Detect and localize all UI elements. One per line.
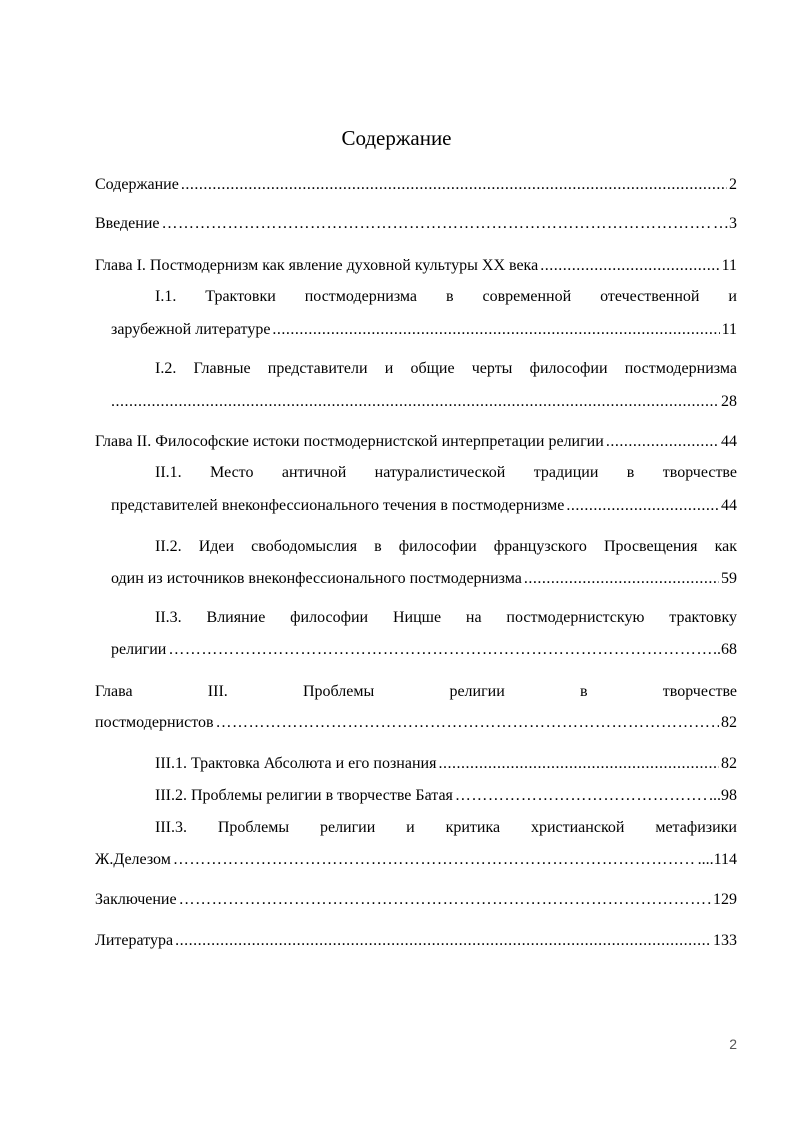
- toc-dot-leader: [606, 432, 719, 452]
- toc-entry-section-1-2-line1[interactable]: I.2. Главные представители и общие черты философии постмодернизма: [155, 360, 737, 377]
- toc-page-number: 11: [721, 321, 737, 338]
- toc-entry-chapter-2[interactable]: [95, 432, 737, 452]
- toc-entry-chapter-3[interactable]: [95, 713, 737, 733]
- toc-entry-label: представителей внеконфессионального течения в постмодернизме: [111, 497, 565, 514]
- toc-entry-section-2-3[interactable]: [111, 640, 737, 660]
- toc-entry-contents[interactable]: [95, 175, 737, 195]
- toc-entry-section-2-2-line1[interactable]: II.2. Идеи свободомыслия в философии французского Просвещения как: [155, 538, 737, 555]
- toc-entry-section-3-2[interactable]: [155, 786, 737, 806]
- toc-page-number: 44: [721, 433, 737, 450]
- toc-dot-leader: [216, 713, 719, 733]
- toc-entry-label: постмодернистов: [95, 714, 214, 731]
- toc-entry-section-3-3[interactable]: [95, 850, 737, 870]
- toc-page-number: 133: [713, 932, 737, 949]
- toc-entry-section-1-1[interactable]: [111, 320, 737, 340]
- toc-dot-leader: [168, 640, 711, 660]
- toc-entry-section-2-1-line1[interactable]: II.1. Место античной натуралистической традиции в творчестве: [155, 464, 737, 481]
- toc-page-number: …3: [713, 215, 737, 232]
- toc-dot-leader: [179, 890, 711, 910]
- toc-page-number: 11: [721, 257, 737, 274]
- toc-entry-label: Глава I. Постмодернизм как явление духовной культуры XX века: [95, 257, 539, 274]
- toc-entry-section-3-3-line1[interactable]: III.3. Проблемы религии и критика христианской метафизики: [155, 819, 737, 836]
- toc-page-number: 82: [721, 755, 737, 772]
- toc-dot-leader: [111, 392, 719, 412]
- toc-dot-leader: [162, 214, 712, 234]
- toc-page-number: 2: [729, 176, 737, 193]
- toc-page-number: ..68: [713, 641, 737, 658]
- toc-entry-label: Ж.Делезом: [95, 851, 171, 868]
- toc-dot-leader: [175, 931, 711, 951]
- toc-entry-label: III.1. Трактовка Абсолюта и его познания: [155, 755, 437, 772]
- toc-entry-section-3-1[interactable]: [155, 754, 737, 774]
- toc-entry-chapter-3-line1[interactable]: Глава III. Проблемы религии в творчестве: [95, 683, 737, 700]
- toc-dot-leader: [181, 175, 727, 195]
- toc-entry-label: III.2. Проблемы религии в творчестве Батая: [155, 787, 453, 804]
- toc-dot-leader: [438, 754, 719, 774]
- toc-entry-literature[interactable]: [95, 931, 737, 951]
- toc-entry-section-1-2[interactable]: [111, 392, 737, 412]
- toc-page-number: ....114: [697, 851, 737, 868]
- toc-entry-chapter-1[interactable]: [95, 256, 737, 276]
- page-title: Содержание: [341, 126, 452, 150]
- page-number: 2: [729, 1036, 737, 1052]
- toc-entry-label: Введение: [95, 215, 160, 232]
- toc-dot-leader: [272, 320, 719, 340]
- toc-entry-section-2-1[interactable]: [111, 496, 737, 516]
- toc-page-number: 129: [713, 891, 737, 908]
- toc-entry-label: Глава II. Философские истоки постмодернистской интерпретации религии: [95, 433, 604, 450]
- toc-entry-label: религии: [111, 641, 167, 658]
- toc-page-number: 28: [721, 393, 737, 410]
- toc-entry-label: один из источников внеконфессионального постмодернизма: [111, 570, 522, 587]
- toc-entry-label: Содержание: [95, 176, 179, 193]
- toc-page-number: 59: [721, 570, 737, 587]
- toc-page-number: 44: [721, 497, 737, 514]
- toc-dot-leader: [540, 256, 719, 276]
- toc-dot-leader: [524, 569, 719, 589]
- toc-entry-section-1-1-line1[interactable]: I.1. Трактовки постмодернизма в современной отечественной и: [155, 288, 737, 305]
- toc-entry-section-2-3-line1[interactable]: II.3. Влияние философии Ницше на постмодернистскую трактовку: [155, 609, 737, 626]
- toc-dot-leader: [455, 786, 707, 806]
- toc-entry-conclusion[interactable]: [95, 890, 737, 910]
- toc-entry-label: зарубежной литературе: [111, 321, 271, 338]
- toc-dot-leader: [566, 496, 719, 516]
- toc-entry-label: Заключение: [95, 891, 177, 908]
- toc-entry-section-2-2[interactable]: [111, 569, 737, 589]
- toc-entry-intro[interactable]: [95, 214, 737, 234]
- toc-dot-leader: [173, 850, 696, 870]
- toc-page-number: 82: [721, 714, 737, 731]
- toc-page-number: ...98: [709, 787, 737, 804]
- toc-entry-label: Литература: [95, 932, 174, 949]
